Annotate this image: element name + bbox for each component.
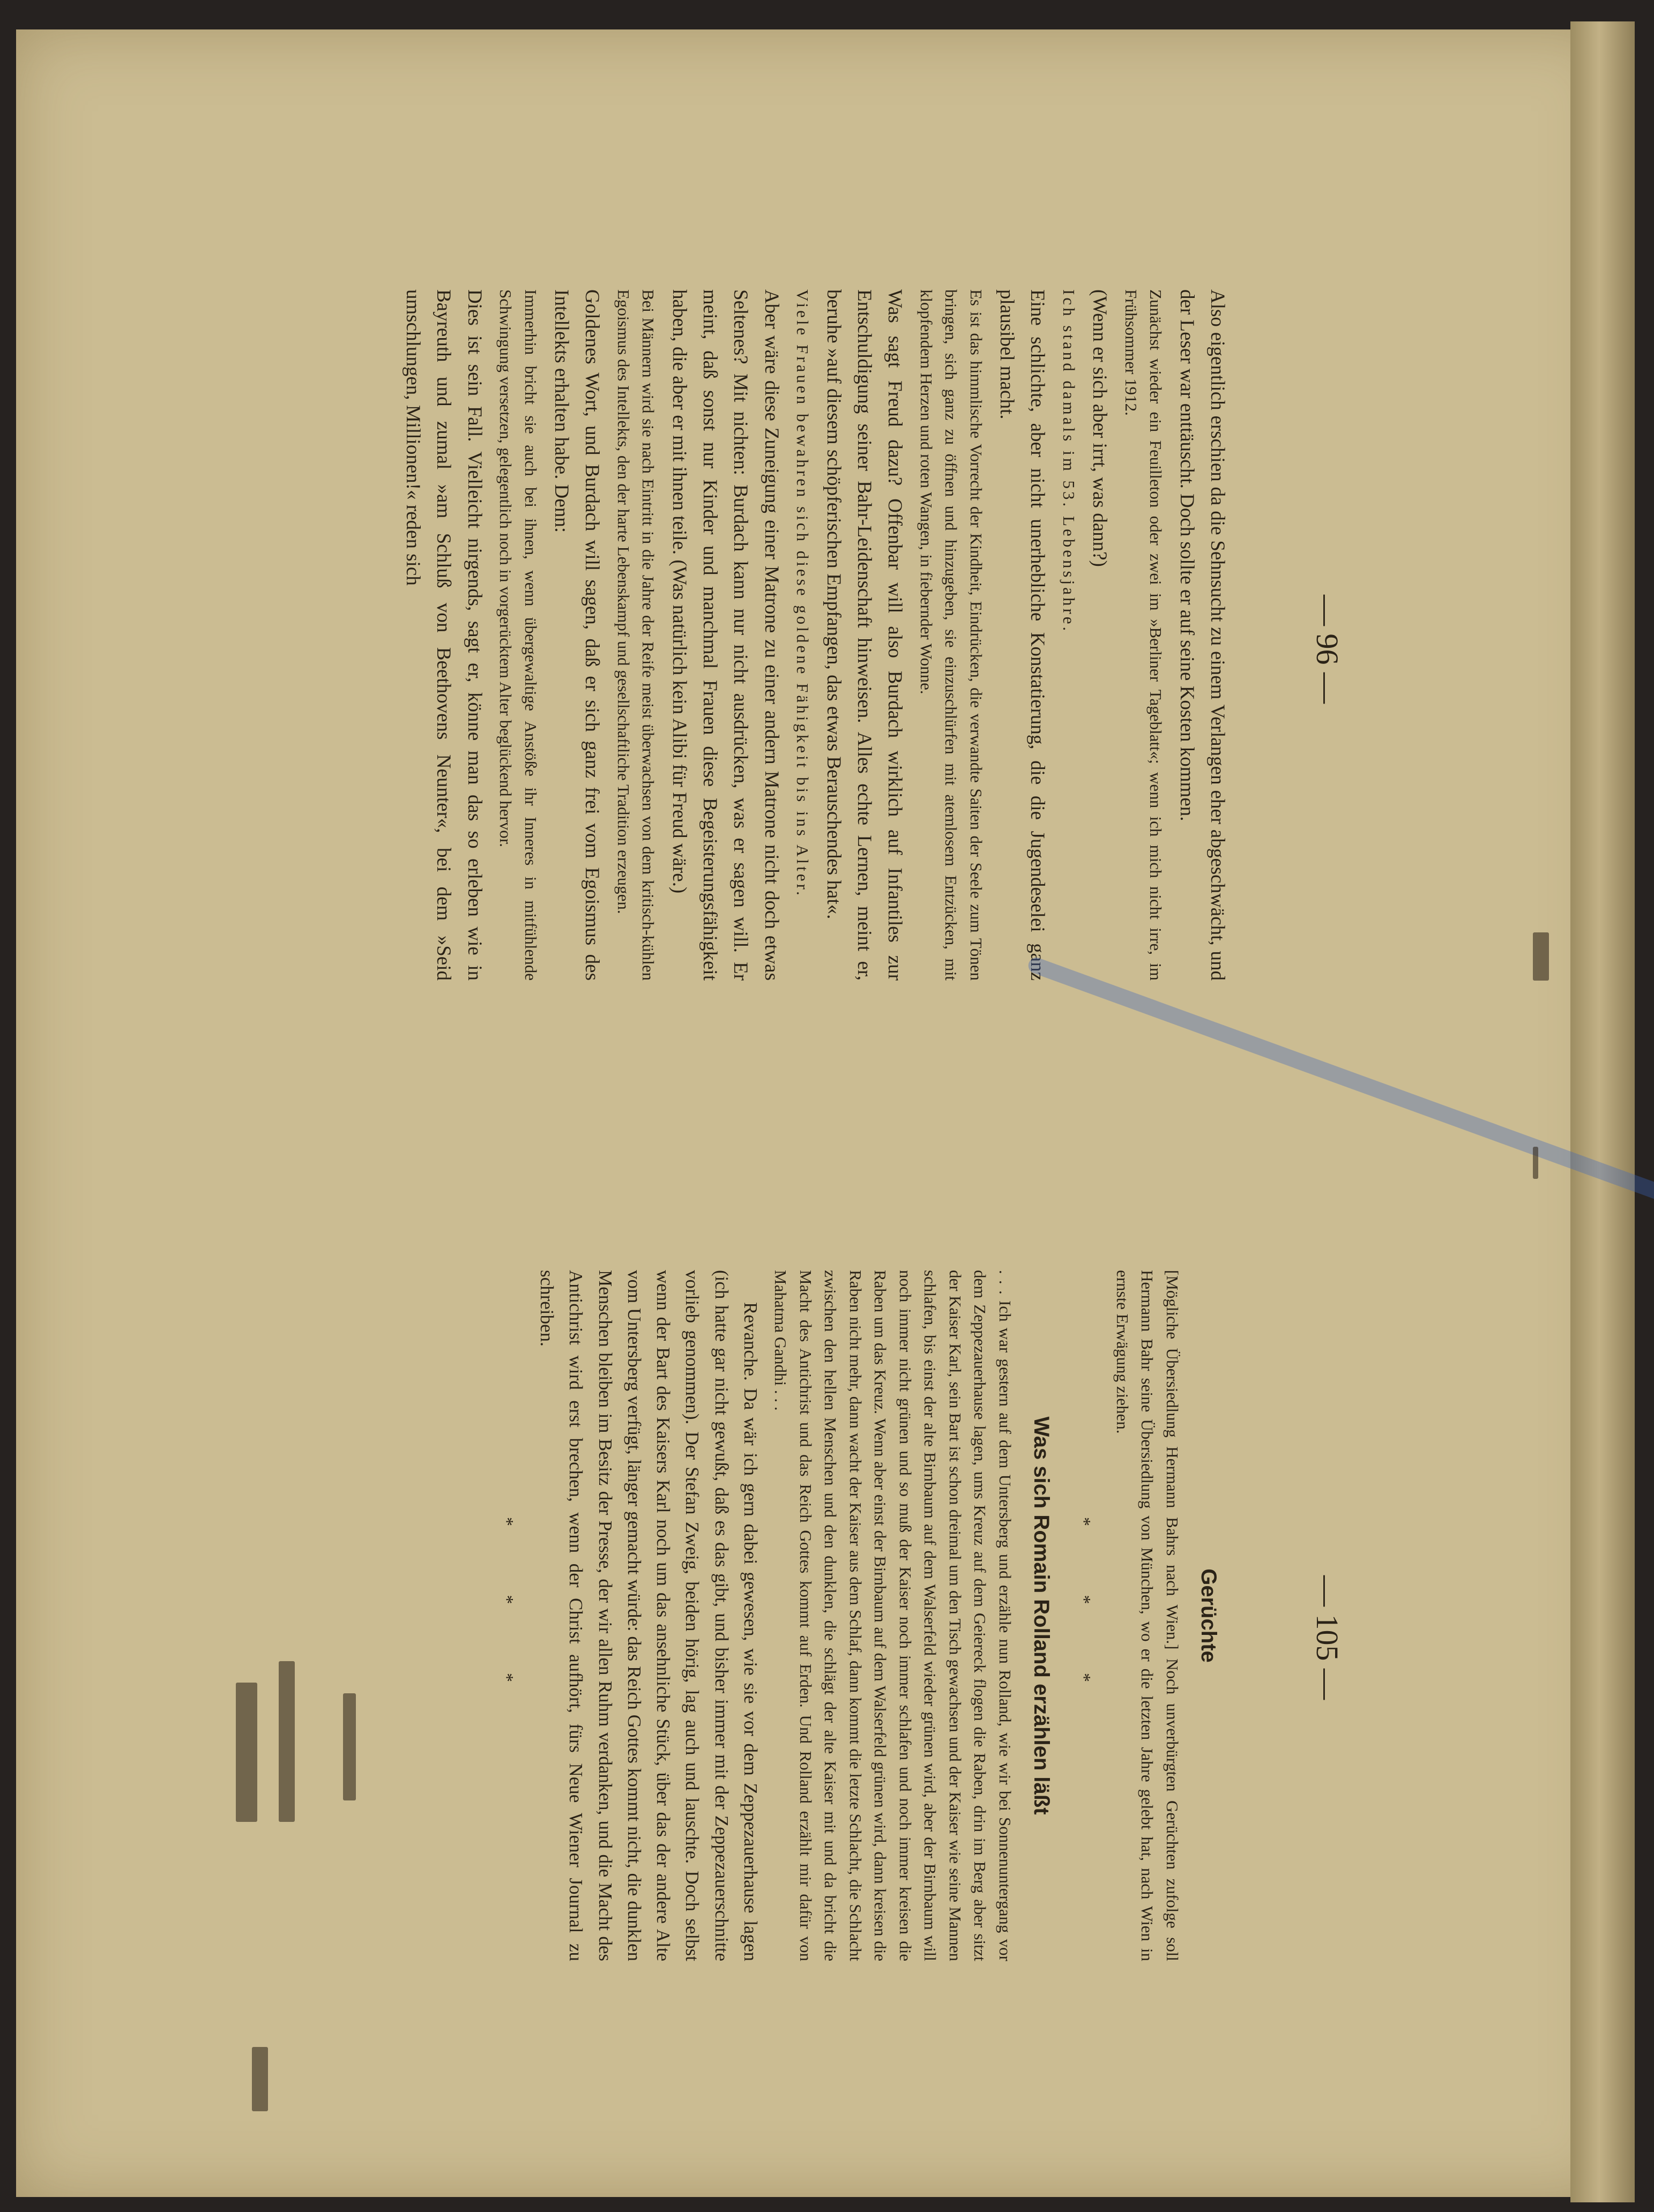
paragraph-quote: Zunächst wieder ein Feuilleton oder zwei im »Berliner Tageblatt«; wenn ich mich nicht irre, im Frühsommer 1912.: [1121, 289, 1166, 981]
right-page-column: [480, 1270, 1233, 1961]
left-page-column: [394, 289, 1233, 981]
rotated-spread: [27, 32, 1624, 2176]
paragraph-quote: Es ist das himmlische Vorrecht der Kindheit, Eindrücken, die verwandte Saiten der Seele zum Tönen bringen, sich ganz zu öffnen und hinzugeben, sie einzuschlürfen mit atemlosem Entzücken, mit klopfendem Herzen und roten Wangen, in fiebernder Wonne.: [917, 289, 986, 981]
paragraph: Eine schlichte, aber nicht unerhebliche Konstatierung, die die Jugendeselei ganz plausibel macht.: [996, 289, 1049, 981]
ink-smudge: [279, 1661, 295, 1822]
paragraph: Aber wäre diese Zuneigung einer Matrone zu einer andern Matrone nicht doch etwas Seltenes? Mit nichten: Burdach kann nur nicht ausdrücken, was er sagen will. Er meint, daß sonst nur Kinder und manchmal Frauen diese Begeisterungsfähigkeit haben, die aber er mit ihnen teile. (Was natürlich kein Alibi für Freud wäre.): [668, 289, 783, 981]
geruechte-text: [Mögliche Übersiedlung Hermann Bahrs nach Wien.] Noch unverbürgten Gerüchten zufolge soll Hermann Bahr seine Übersiedlung von München, wo er die letzten Jahre gelebt hat, nach Wien in ernste Erwägung ziehen.: [1113, 1270, 1182, 1961]
revanche-text: Revanche. Da wär ich gern dabei gewesen, wie sie vor dem Zeppezauerhause lagen (ich hatte gar nicht gewußt, daß es das gibt, und bisher immer mit der Zeppezauerschnitte vorlieb genommen). Der Stefan Zweig, beiden hörig, lag auch und lauschte. Doch selbst wenn der Bart des Kaisers Karl noch um das ansehnliche Stück, über das der andere Alte vom Untersberg verfügt, länger gemacht würde: das Reich Gottes kommt nicht, die dunklen Menschen bleiben im Besitz der Presse, der wir allen Ruhm verdanken, und die Macht des Antichrist wird erst brechen, wenn der Christ aufhört, fürs Neue Wiener Journal zu schreiben.: [537, 1270, 761, 1961]
ink-smudge: [252, 2047, 268, 2111]
ink-mark: [1533, 932, 1549, 981]
heading-geruechte: Gerüchte: [1197, 1568, 1220, 1663]
ink-smudge: [236, 1683, 257, 1822]
ink-smudge: [343, 1693, 356, 1800]
heading-rolland: Was sich Romain Rolland erzählen läßt: [1029, 1416, 1053, 1815]
paragraph-quote: Ich stand damals im 53. Lebensjahre.: [1059, 289, 1078, 634]
rolland-quote: . . . Ich war gestern auf dem Untersberg und erzähle nun Rolland, wie wir bei Sonnenuntergang vor dem Zeppezauerhause lagen, ums Kreuz auf dem Geiereck flogen die Raben, drin im Berg aber sitzt der Kaiser Karl, sein Bart ist schon dreimal um den Tisch gewachsen und der Kaiser wie seine Mannen schlafen, bis einst der alte Birnbaum auf dem Walserfeld wieder grünen wird, aber der Birnbaum will noch immer nicht grünen und so muß der Kaiser noch immer schlafen und noch immer kreisen die Raben um das Kreuz. Wenn aber einst der Birnbaum auf dem Walserfeld grünen wird, dann kreisen die Raben nicht mehr, dann wacht der Kaiser aus dem Schlaf, dann kommt die letzte Schlacht, die Schlacht zwischen den hellen Menschen und den dunklen, die schlägt der alte Kaiser mit und da bricht die Macht des Antichrist und das Reich Gottes kommt auf Erden. Und Rolland erzählt mir dafür von Mahatma Gandhi . . .: [771, 1270, 1015, 1961]
section-divider: * * *: [496, 1517, 517, 1714]
page-number-left: — 96 —: [1310, 595, 1345, 704]
blue-pencil-strike: [1026, 955, 1654, 1242]
paragraph: Dies ist sein Fall. Vielleicht nirgends, sagt er, könne man das so erleben wie in Bayreuth und zumal »am Schluß von Beethovens Neunter«, bei dem »Seid umschlungen, Millionen!« reden sich: [402, 289, 486, 981]
paragraph-quote: Bei Männern wird sie nach Eintritt in die Jahre der Reife meist überwachsen von dem kritisch-kühlen Egoismus des Intellekts, den der harte Lebenskampf und gesellschaftliche Tradition erzeugen.: [614, 289, 658, 981]
ink-mark: [1533, 1147, 1538, 1179]
paragraph: Goldenes Wort, und Burdach will sagen, daß er sich ganz frei vom Egoismus des Intellekts erhalten habe. Denn:: [550, 289, 604, 981]
paragraph-quote: Immerhin bricht sie auch bei ihnen, wenn übergewaltige Anstöße ihr Inneres in mitfühlende Schwingung versetzen, gelegentlich noch in vorgerücktem Alter beglückend hervor.: [496, 289, 540, 981]
page-number-right: — 105 —: [1310, 1575, 1345, 1700]
paragraph-quote: Viele Frauen bewahren sich diese goldene Fähigkeit bis ins Alter.: [793, 289, 813, 898]
paragraph: Also eigentlich erschien da die Sehnsucht zu einem Verlangen eher abgeschwächt, und der Leser war enttäuscht. Doch sollte er auf seine Kosten kommen.: [1175, 289, 1228, 981]
paragraph: (Wenn er sich aber irrt, was dann?): [1089, 289, 1111, 567]
paragraph: Was sagt Freud dazu? Offenbar will also Burdach wirklich auf Infantiles zur Entschuldigung seiner Bahr-Leidenschaft hinweisen. Alles echte Lernen, meint er, beruhe »auf diesem schöpferischen Empfangen, das etwas Berauschendes hat«.: [822, 289, 906, 981]
section-divider: * * *: [1074, 1517, 1094, 1714]
